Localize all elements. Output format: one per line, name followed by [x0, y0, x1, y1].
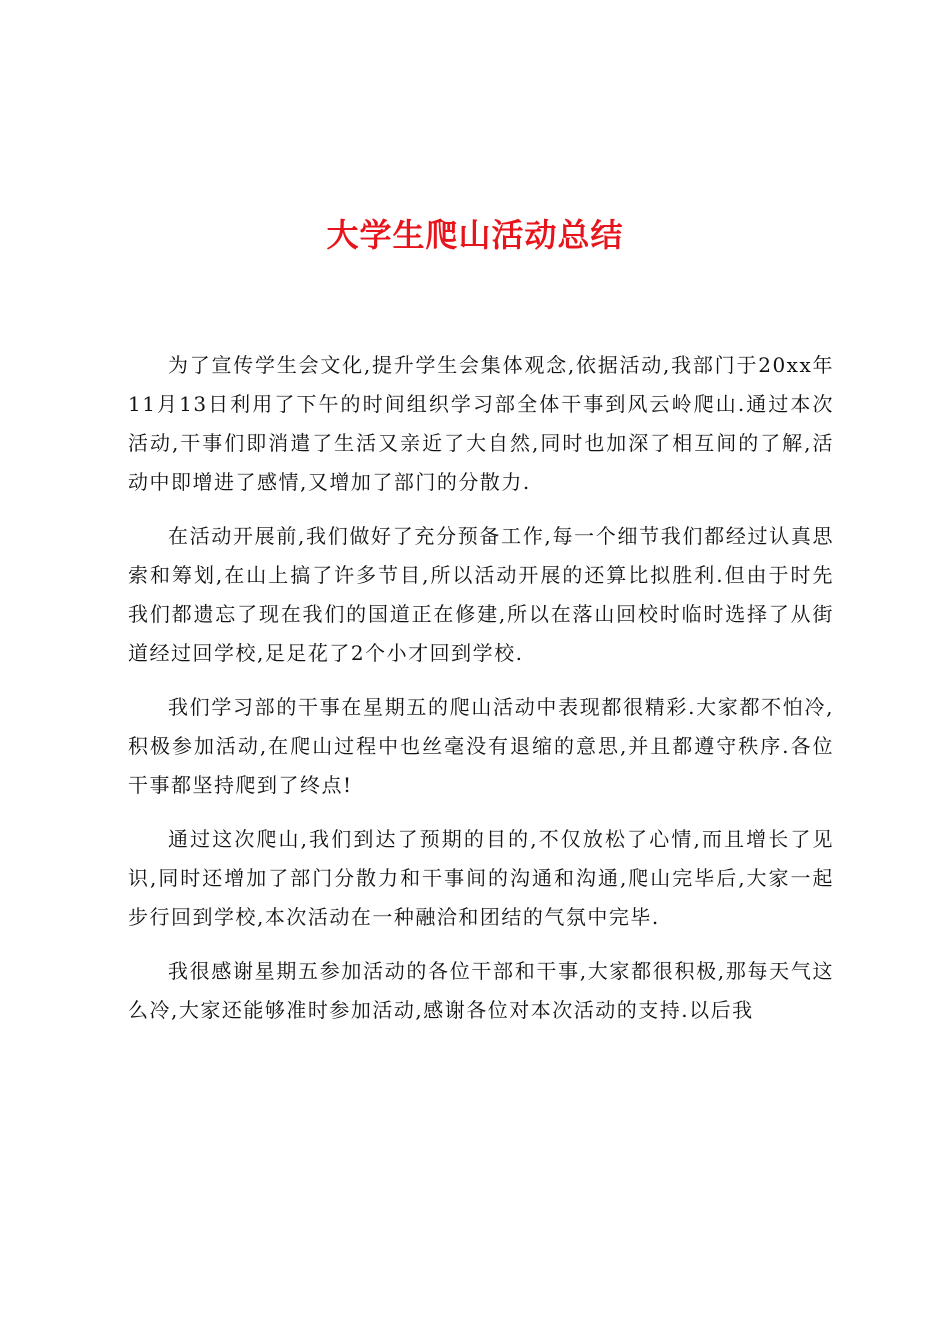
paragraph-4: 通过这次爬山,我们到达了预期的目的,不仅放松了心情,而且增长了见识,同时还增加了部门分散力和干事间的沟通和沟通,爬山完毕后,大家一起步行回到学校,本次活动在一种融洽和团结的气氛中完毕.	[128, 827, 834, 929]
paragraph-2: 在活动开展前,我们做好了充分预备工作,每一个细节我们都经过认真思索和筹划,在山上搞了许多节目,所以活动开展的还算比拟胜利.但由于时先我们都遗忘了现在我们的国道正在修建,所以在落山回校时临时选择了从街道经过回学校,足足花了2个小才回到学校.	[128, 524, 834, 665]
document-body	[128, 346, 834, 1045]
document-title: 大学生爬山活动总结	[326, 216, 624, 254]
paragraph-1: 为了宣传学生会文化,提升学生会集体观念,依据活动,我部门于20xx年11月13日利用了下午的时间组织学习部全体干事到风云岭爬山.通过本次活动,干事们即消遣了生活又亲近了大自然,同时也加深了相互间的了解,活动中即增进了感情,又增加了部门的分散力.	[128, 353, 834, 494]
paragraph-5: 我很感谢星期五参加活动的各位干部和干事,大家都很积极,那每天气这么冷,大家还能够准时参加活动,感谢各位对本次活动的支持.以后我	[128, 959, 834, 1022]
paragraph-3: 我们学习部的干事在星期五的爬山活动中表现都很精彩.大家都不怕冷,积极参加活动,在爬山过程中也丝毫没有退缩的意思,并且都遵守秩序.各位干事都坚持爬到了终点!	[128, 695, 834, 797]
